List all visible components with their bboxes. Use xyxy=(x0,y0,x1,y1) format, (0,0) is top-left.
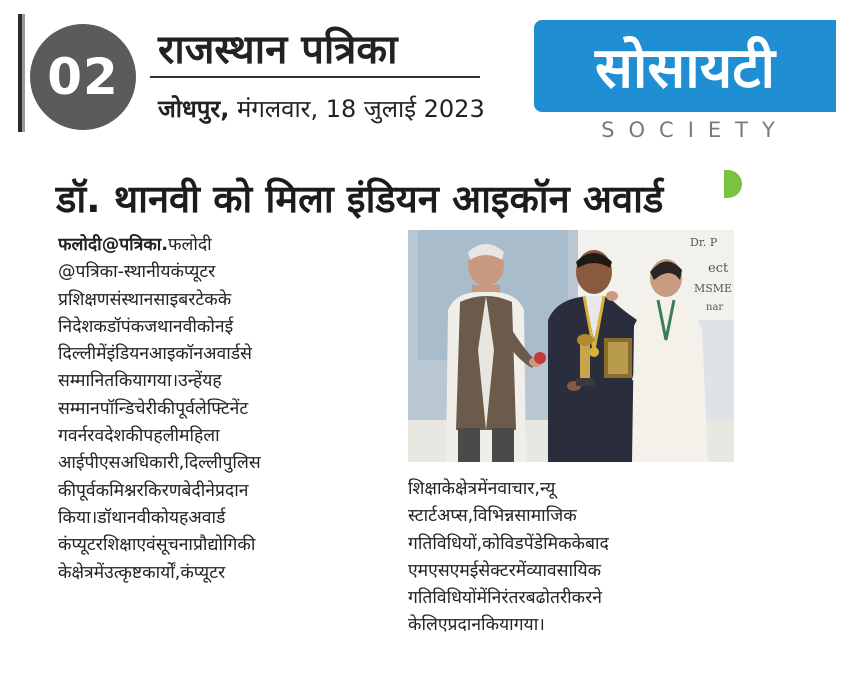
article-text-line: किया।डॉथानवीकोयहअवार्ड xyxy=(58,507,226,528)
backdrop-text-3: MSME xyxy=(694,282,733,295)
article-text-line: सम्मानितकियागया।उन्हेंयह xyxy=(58,371,222,392)
article-text-line: स्टार्टअप्स,विभिन्नसामाजिक xyxy=(408,506,577,527)
accent-dot xyxy=(724,170,742,198)
award-photo xyxy=(408,230,734,462)
article-text-line: कीपूर्वकमिश्नरकिरणबेदीनेप्रदान xyxy=(58,480,249,501)
award-photo-illustration xyxy=(408,230,734,462)
masthead-divider xyxy=(150,76,480,78)
article-text-line: शिक्षाकेक्षेत्रमेंनवाचार,न्यू xyxy=(408,479,556,499)
dateline xyxy=(158,92,485,125)
article-text-line: आईपीएसअधिकारी,दिल्लीपुलिस xyxy=(58,453,261,474)
masthead-rule-left-shadow xyxy=(22,14,25,132)
article-text-line: गतिविधियों,कोविडपेंडेमिककेबाद xyxy=(408,533,609,554)
article-text-line: केलिएप्रदानकियागया। xyxy=(408,615,545,636)
backdrop-text-4: nar xyxy=(706,302,724,313)
section-title-english: SOCIETY xyxy=(601,118,789,142)
article-text-line: एमएसएमईसेक्टरमेंव्यावसायिक xyxy=(408,560,602,581)
page-number: 02 xyxy=(47,48,119,106)
newspaper-title: राजस्थान पत्रिका xyxy=(158,27,398,73)
backdrop-text-1: Dr. P xyxy=(690,236,718,249)
article-text-line: प्रशिक्षणसंस्थानसाइबरटेकके xyxy=(58,289,232,310)
article-text-line: फलोदी@पत्रिका.फलोदी xyxy=(58,235,212,255)
dateline-city: जोधपुर, xyxy=(158,95,230,123)
page-number-badge xyxy=(30,24,136,130)
article-text-line: गतिविधियोंमेंनिरंतरबढोतरीकरने xyxy=(408,588,602,609)
section-title-hindi: सोसायटी xyxy=(595,36,775,101)
article-body-left-column xyxy=(58,232,386,587)
article-text-line: केक्षेत्रमेंउत्कृष्टकार्यों,कंप्यूटर xyxy=(58,562,226,583)
article-text-line: दिल्लीमेंइंडियनआइकॉनअवार्डसे xyxy=(58,344,252,365)
article-text-line: गवर्नरवदेशकीपहलीमहिला xyxy=(58,426,220,447)
section-banner xyxy=(534,20,836,112)
dateline-date: मंगलवार, 18 जुलाई 2023 xyxy=(229,95,485,123)
article-text-line: सम्मानपॉन्डिचेरीकीपूर्वलेफ्टिनेंट xyxy=(58,398,249,419)
article-text-line: कंप्यूटरशिक्षाएवंसूचनाप्रौद्योगिकी xyxy=(58,535,256,556)
article-headline: डॉ. थानवी को मिला इंडियन आइकॉन अवार्ड xyxy=(56,177,664,221)
article-text-line: निदेशकडॉपंकजथानवीकोनई xyxy=(58,316,234,337)
article-text-line: @पत्रिका-स्थानीयकंप्यूटर xyxy=(58,262,216,283)
backdrop-text-2: ect xyxy=(708,261,729,276)
article-body-right-column xyxy=(408,476,734,640)
